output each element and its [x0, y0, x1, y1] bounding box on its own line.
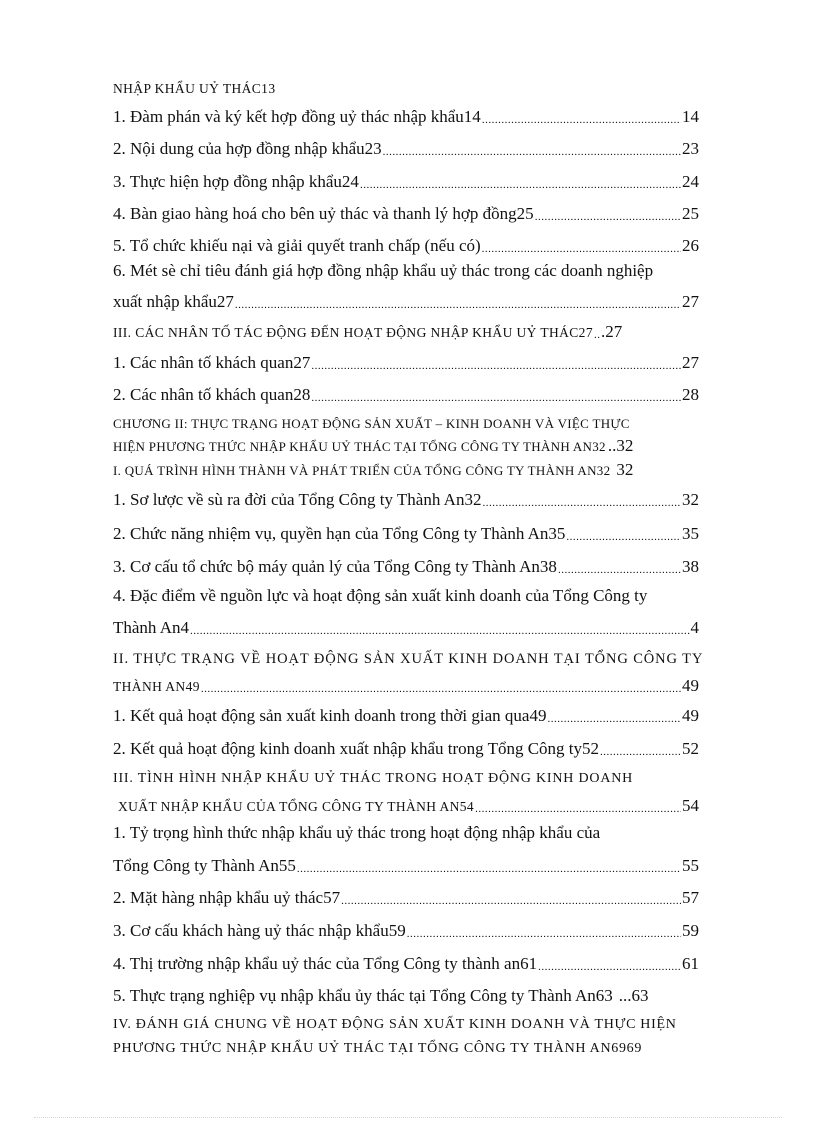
dot-leader [566, 530, 681, 544]
toc-entry-title: 2. Kết quả hoạt động kinh doanh xuất nhập khẩu trong Tổng Công ty52 [113, 739, 600, 758]
toc-section-title: I. QUÁ TRÌNH HÌNH THÀNH VÀ PHÁT TRIỂN CỦA TỔNG CÔNG TY THÀNH AN32 [113, 463, 611, 478]
toc-chapter-entry[interactable] [113, 436, 699, 456]
toc-entry-title: Tổng Công ty Thành An55 [113, 856, 296, 875]
dot-leader [482, 496, 681, 510]
dot-leader [614, 992, 618, 1006]
dot-leader [235, 298, 681, 312]
toc-entry-title-line1: 4. Đặc điểm về nguồn lực và hoạt động sản xuất kinh doanh của Tổng Công ty [113, 586, 648, 605]
toc-entry-title: 5. Tổ chức khiếu nại và giải quyết tranh chấp (nếu có) [113, 236, 481, 255]
toc-entry-page: ...63 [618, 986, 649, 1005]
toc-entry-title: 3. Cơ cấu tổ chức bộ máy quản lý của Tổng Công ty Thành An38 [113, 557, 557, 576]
toc-entry-title: 3. Thực hiện hợp đồng nhập khẩu24 [113, 172, 359, 191]
toc-entry[interactable] [113, 921, 699, 941]
toc-entry[interactable] [113, 888, 699, 908]
toc-entry-title: 1. Kết quả hoạt động sản xuất kinh doanh trong thời gian qua49 [113, 706, 547, 725]
toc-entry-page: 4 [690, 618, 699, 637]
toc-section-title-line1: IV. ĐÁNH GIÁ CHUNG VỀ HOẠT ĐỘNG SẢN XUẤT KINH DOANH VÀ THỰC HIỆN [113, 1017, 677, 1032]
toc-entry-page: .27 [600, 322, 623, 341]
page-bottom-rule [34, 1117, 782, 1118]
toc-entry-page: 32 [682, 490, 699, 509]
toc-entry[interactable] [113, 524, 699, 544]
toc-entry[interactable] [113, 986, 699, 1006]
toc-entry-page: 24 [682, 172, 699, 191]
toc-section-title: III. CÁC NHÂN TỐ TÁC ĐỘNG ĐẾN HOẠT ĐỘNG NHẬP KHẨU UỶ THÁC27 [113, 325, 593, 340]
toc-chapter-title-line1: CHƯƠNG II: THỰC TRẠNG HOẠT ĐỘNG SẢN XUẤT – KINH DOANH VÀ VIỆC THỰC [113, 416, 630, 431]
dot-leader [475, 802, 681, 816]
toc-entry[interactable] [113, 490, 699, 510]
toc-entry-page: 52 [682, 739, 699, 758]
toc-section-title: THÀNH AN49 [113, 679, 200, 694]
dot-leader [558, 563, 681, 577]
dot-leader [201, 682, 681, 696]
dot-leader [297, 862, 681, 876]
dot-leader [547, 712, 681, 726]
toc-entry[interactable] [113, 856, 699, 876]
toc-entry[interactable] [113, 385, 699, 405]
toc-chapter-title: HIỆN PHƯƠNG THỨC NHẬP KHẨU UỶ THÁC TẠI TỔNG CÔNG TY THÀNH AN32 [113, 439, 606, 454]
toc-entry-page: 49 [682, 706, 699, 725]
toc-entry-page: 25 [682, 204, 699, 223]
toc-entry-title: xuất nhập khẩu27 [113, 292, 234, 311]
dot-leader [407, 927, 681, 941]
toc-entry[interactable] [113, 706, 699, 726]
toc-entry-page: 32 [616, 460, 634, 479]
toc-entry-title: 2. Nội dung của hợp đồng nhập khẩu23 [113, 139, 382, 158]
toc-entry-page: 55 [682, 856, 699, 875]
toc-entry-page: 35 [682, 524, 699, 543]
dot-leader [383, 145, 681, 159]
toc-section-entry[interactable] [113, 460, 699, 480]
dot-leader [482, 242, 681, 256]
toc-entry-page: 28 [682, 385, 699, 404]
toc-entry-title-line1: 1. Tỷ trọng hình thức nhập khẩu uỷ thác trong hoạt động nhập khẩu của [113, 823, 601, 842]
toc-section-entry[interactable] [113, 676, 699, 696]
toc-entry-title: 2. Chức năng nhiệm vụ, quyền hạn của Tổng Công ty Thành An35 [113, 524, 566, 543]
dot-leader [482, 113, 681, 127]
toc-entry-title: 4. Thị trường nhập khẩu uỷ thác của Tổng Công ty thành an61 [113, 954, 538, 973]
toc-entry-title: 1. Sơ lược về sù ra đời của Tổng Công ty Thành An32 [113, 490, 482, 509]
toc-entry[interactable] [113, 618, 699, 638]
toc-entry-page: 61 [682, 954, 699, 973]
toc-section-title-line1: III. TÌNH HÌNH NHẬP KHẨU UỶ THÁC TRONG HOẠT ĐỘNG KINH DOANH [113, 771, 634, 786]
toc-entry-page: 23 [682, 139, 699, 158]
toc-entry[interactable] [113, 292, 699, 312]
toc-entry-title: 3. Cơ cấu khách hàng uỷ thác nhập khẩu59 [113, 921, 406, 940]
toc-entry-title: 5. Thực trạng nghiệp vụ nhập khẩu ủy thác tại Tổng Công ty Thành An63 [113, 986, 613, 1005]
toc-entry[interactable] [113, 557, 699, 577]
toc-entry-page: 49 [682, 676, 699, 695]
toc-entry[interactable] [113, 107, 699, 127]
dot-leader [538, 960, 681, 974]
toc-entry-title: 2. Các nhân tố khách quan28 [113, 385, 311, 404]
toc-entry-page: 54 [682, 796, 699, 815]
toc-entry-page: 27 [682, 353, 699, 372]
toc-entry-page: 14 [682, 107, 699, 126]
toc-section-title-line2: PHƯƠNG THỨC NHẬP KHẨU UỶ THÁC TẠI TỔNG CÔNG TY THÀNH AN6969 [113, 1041, 643, 1056]
toc-entry[interactable] [113, 739, 699, 759]
dot-leader [594, 328, 600, 342]
dot-leader [360, 178, 681, 192]
dot-leader [311, 391, 681, 405]
toc-entry[interactable] [113, 139, 699, 159]
dot-leader [341, 894, 681, 908]
toc-entry-title: 4. Bàn giao hàng hoá cho bên uỷ thác và thanh lý hợp đồng25 [113, 204, 534, 223]
toc-section-title-line1: II. THỰC TRẠNG VỀ HOẠT ĐỘNG SẢN XUẤT KINH DOANH TẠI TỔNG CÔNG TY [113, 651, 704, 667]
toc-entry[interactable] [113, 172, 699, 192]
toc-entry[interactable] [113, 204, 699, 224]
toc-entry[interactable] [113, 236, 699, 256]
toc-entry-title: 1. Các nhân tố khách quan27 [113, 353, 311, 372]
toc-entry-page: 57 [682, 888, 699, 907]
dot-leader [600, 745, 681, 759]
toc-entry-page: 26 [682, 236, 699, 255]
dot-leader [535, 210, 681, 224]
toc-entry[interactable] [113, 954, 699, 974]
toc-section-entry[interactable] [118, 796, 699, 816]
dot-leader [190, 624, 689, 638]
toc-entry-title-line1: 6. Mét sè chỉ tiêu đánh giá hợp đồng nhập khẩu uỷ thác trong các doanh nghiệp [113, 261, 654, 280]
toc-heading-nhap-khau-uy-thac: NHẬP KHẨU UỶ THÁC13 [113, 81, 276, 96]
toc-entry-page: 59 [682, 921, 699, 940]
toc-section-entry[interactable] [113, 322, 699, 342]
toc-entry-title: 2. Mặt hàng nhập khẩu uỷ thác57 [113, 888, 341, 907]
toc-entry-page: 38 [682, 557, 699, 576]
toc-entry-title: 1. Đàm phán và ký kết hợp đồng uỷ thác nhập khẩu14 [113, 107, 481, 126]
toc-entry-page: 27 [682, 292, 699, 311]
toc-entry-title: Thành An4 [113, 618, 190, 637]
toc-entry-page: ..32 [607, 436, 634, 455]
dot-leader [611, 466, 615, 480]
dot-leader [311, 359, 681, 373]
toc-entry[interactable] [113, 353, 699, 373]
toc-section-title: XUẤT NHẬP KHẨU CỦA TỔNG CÔNG TY THÀNH AN54 [118, 799, 475, 814]
